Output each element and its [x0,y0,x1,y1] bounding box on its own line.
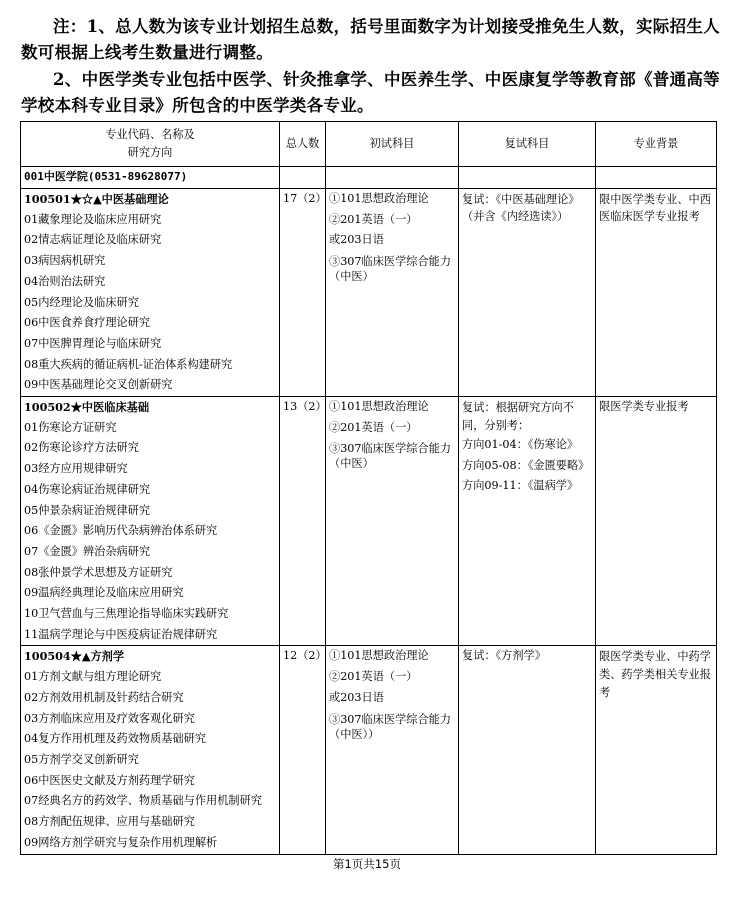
notes [21,14,721,119]
direction: 07《金匮》辨治杂病研究 [24,544,151,558]
table-row [21,397,717,646]
major-code: 100502★中医临床基础 [24,400,150,415]
direction: 04治则治法研究 [24,274,106,288]
direction: 07经典名方的药效学、物质基础与作用机制研究 [24,794,262,808]
direction: 01方剂文献与组方理论研究 [24,670,162,684]
direction: 09中医基础理论交叉创新研究 [24,378,173,392]
background-cell: 限中医学类专业、中西医临床医学专业报考 [596,189,717,397]
direction: 03经方应用规律研究 [24,462,128,476]
department-name: 001中医学院(0531-89628077) [21,167,280,189]
header-major: 专业代码、名称及 研究方向 [21,122,280,167]
exams-cell: ①101思想政治理论 ②201英语（一） 或203日语 ③307临床医学综合能力（中医） [326,189,459,397]
table-header-row [21,122,717,167]
exams-cell: ①101思想政治理论 ②201英语（一） 或203日语 ③307临床医学综合能力（中医）） [326,646,459,854]
direction: 03病因病机研究 [24,254,106,268]
header-exams: 初试科目 [326,122,459,167]
direction: 05内经理论及临床研究 [24,295,139,309]
major-code: 100504★▲方剂学 [24,649,125,664]
page-footer: 第1页共15页 [333,857,401,871]
major-cell [21,397,280,646]
retest-cell: 复试：《中医基础理论》（并含《内经选读》） [459,189,596,397]
direction: 05方剂学交叉创新研究 [24,752,139,766]
major-code: 100501★☆▲中医基础理论 [24,192,169,206]
exams-cell: ①101思想政治理论 ②201英语（一） ③307临床医学综合能力（中医） [326,397,459,646]
major-cell [21,189,280,397]
department-row [21,167,717,189]
total-cell: 13（2） [280,397,326,646]
header-background: 专业背景 [596,122,717,167]
direction: 09网络方剂学研究与复杂作用机理解析 [24,835,218,849]
direction: 08方剂配伍规律、应用与基础研究 [24,815,195,829]
direction: 10卫气营血与三焦理论指导临床实践研究 [24,607,229,621]
direction: 06《金匮》影响历代杂病辨治体系研究 [24,524,218,538]
total-cell: 12（2） [280,646,326,854]
direction: 02情志病证理论及临床研究 [24,233,162,247]
table-row [21,646,717,854]
direction: 03方剂临床应用及疗效客观化研究 [24,711,195,725]
direction: 08张仲景学术思想及方证研究 [24,565,173,579]
direction: 09温病经典理论及临床应用研究 [24,586,184,600]
direction: 02方剂效用机制及针药结合研究 [24,690,184,704]
direction: 08重大疾病的循证病机-证治体系构建研究 [24,357,233,371]
direction: 04复方作用机理及药效物质基础研究 [24,732,207,746]
retest-cell: 复试：根据研究方向不同，分别考： 方向01-04：《伤寒论》 方向05-08：《金匮要略》 方向09-11：《温病学》 [459,397,596,646]
retest-cell: 复试：《方剂学》 [459,646,596,854]
header-total: 总人数 [280,122,326,167]
total-cell: 17（2） [280,189,326,397]
direction: 05仲景杂病证治规律研究 [24,503,151,517]
direction: 04伤寒论病证治规律研究 [24,482,151,496]
direction: 06中医食养食疗理论研究 [24,316,151,330]
direction: 11温病学理论与中医疫病证治规律研究 [24,627,218,641]
table-row [21,189,717,397]
direction: 01藏象理论及临床应用研究 [24,212,162,226]
note-1: 注：1、总人数为该专业计划招生总数，括号里面数字为计划接受推免生人数，实际招生人数可根据上线考生数量进行调整。 [21,17,720,62]
direction: 06中医医史文献及方剂药理学研究 [24,773,195,787]
note-2: 2、中医学类专业包括中医学、针灸推拿学、中医养生学、中医康复学等教育部《普通高等学校本科专业目录》所包含的中医学类各专业。 [21,70,720,115]
background-cell: 限医学类专业、中药学类、药学类相关专业报考 [596,646,717,854]
background-cell: 限医学类专业报考 [596,397,717,646]
major-cell [21,646,280,854]
direction: 01伤寒论方证研究 [24,420,117,434]
direction: 07中医脾胃理论与临床研究 [24,336,162,350]
admissions-table [20,121,717,855]
header-retest: 复试科目 [459,122,596,167]
direction: 02伤寒论诊疗方法研究 [24,441,139,455]
